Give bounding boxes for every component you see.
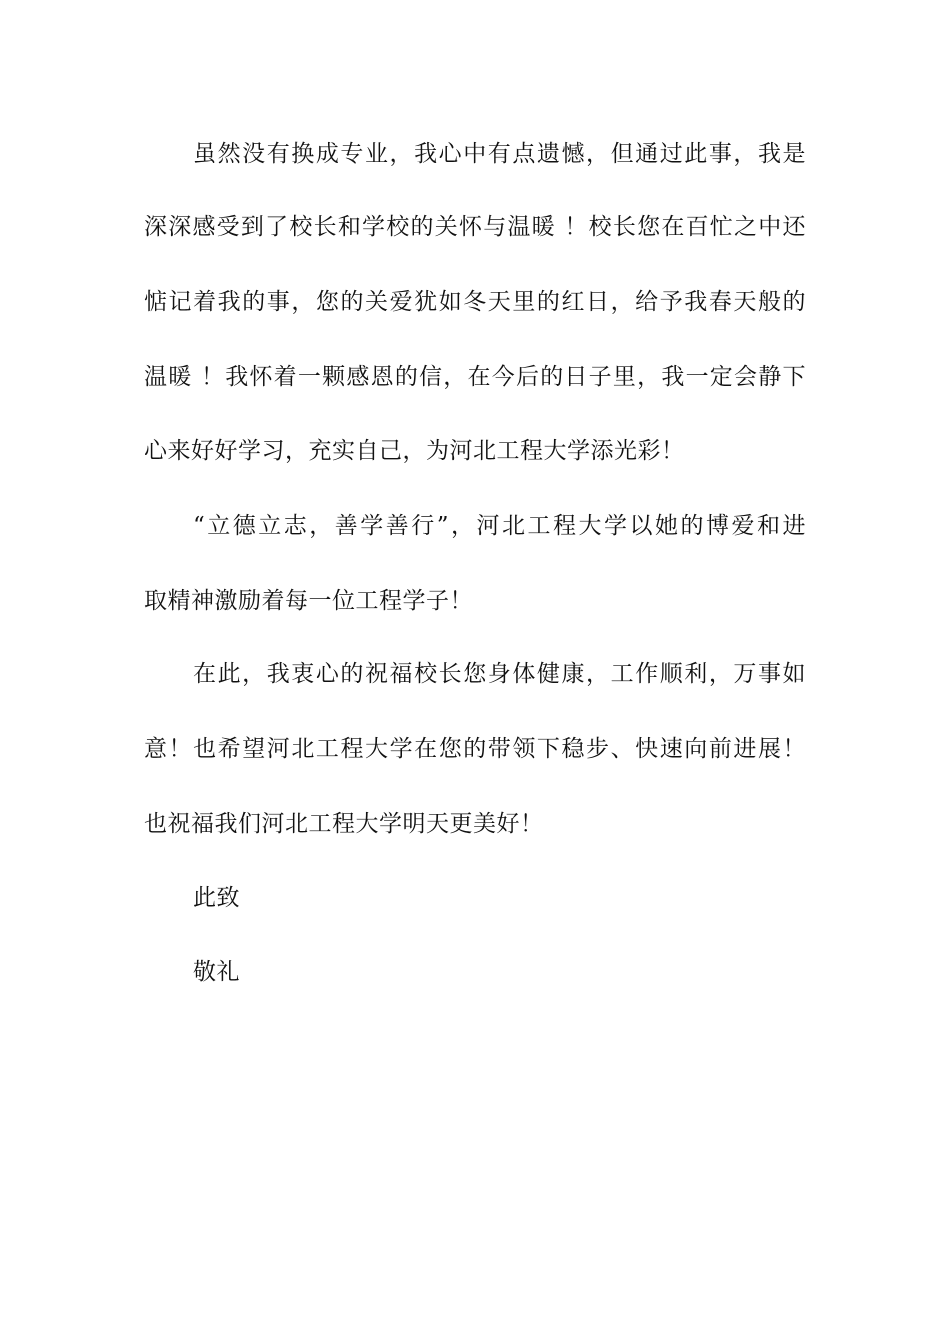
paragraph-1-line-2: 深深感受到了校长和学校的关怀与温暖 ！校长您在百忙之中还 (144, 214, 806, 240)
paragraph-2-line-2: 取精神激励着每一位工程学子！ (144, 588, 473, 614)
paragraph-1-line-1: 虽然没有换成专业，我心中有点遗憾，但通过此事，我是 (193, 141, 806, 167)
paragraph-1-line-3: 惦记着我的事，您的关爱犹如冬天里的红日，给予我春天般的 (144, 289, 806, 315)
closing-salutation: 此致 (193, 885, 240, 911)
paragraph-2-line-1: “立德立志，善学善行”，河北工程大学以她的博爱和进 (193, 513, 806, 539)
paragraph-3-line-2: 意！也希望河北工程大学在您的带领下稳步、快速向前进展！ (144, 736, 806, 762)
paragraph-3-line-3: 也祝福我们河北工程大学明天更美好！ (144, 811, 544, 837)
closing-regards: 敬礼 (193, 959, 240, 985)
paragraph-1-line-4: 温暖 ！我怀着一颗感恩的信，在今后的日子里，我一定会静下 (144, 364, 806, 390)
paragraph-3-line-1: 在此，我衷心的祝福校长您身体健康，工作顺利，万事如 (193, 661, 806, 687)
paragraph-1-line-5: 心来好好学习，充实自己，为河北工程大学添光彩！ (144, 438, 685, 464)
